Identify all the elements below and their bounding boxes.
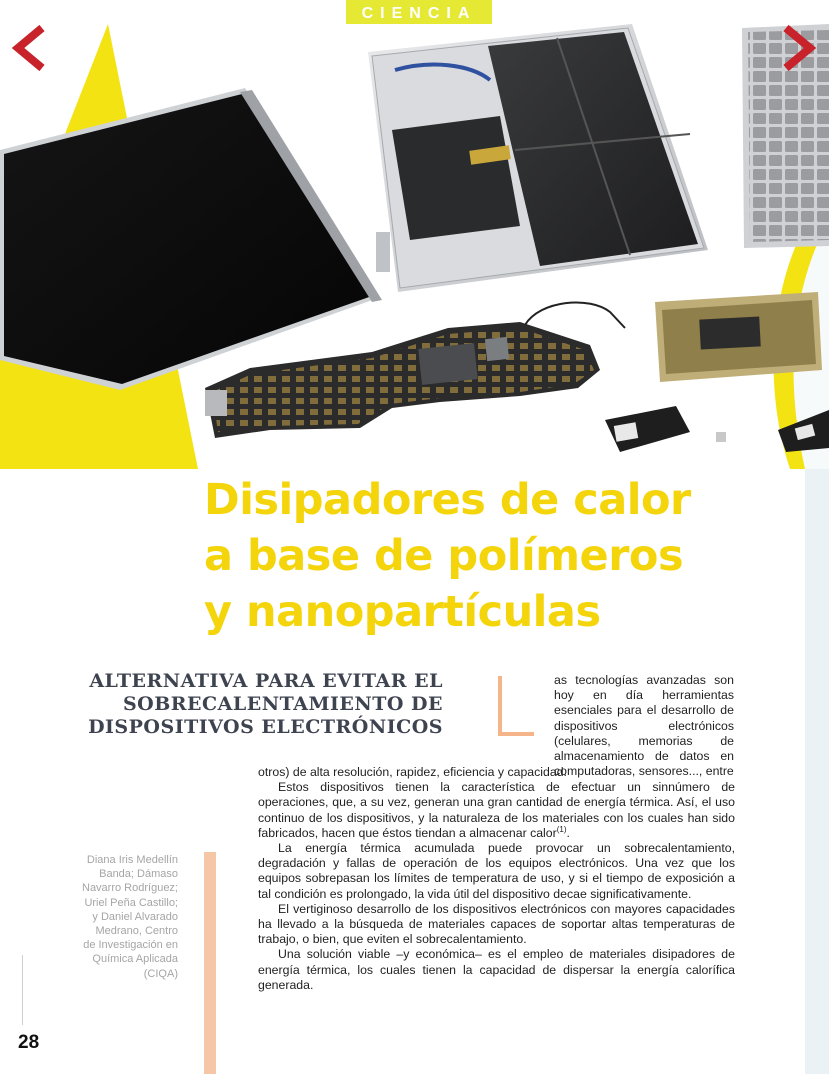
subtitle-line-3: DISPOSITIVOS ELECTRÓNICOS (88, 716, 443, 738)
laptop-screen (0, 88, 382, 390)
title-line-1: Disipadores de calor (204, 475, 691, 525)
author-line: Navarro Rodríguez; (82, 882, 178, 895)
small-component (716, 432, 726, 442)
author-line: (CIQA) (143, 967, 178, 980)
title-line-2: a base de polímeros (204, 531, 684, 581)
page-number: 28 (18, 1032, 40, 1053)
author-line: de Investigación en (83, 939, 178, 952)
next-page-button[interactable] (780, 24, 820, 74)
paragraph-2: Estos dispositivos tienen la característica de efectuar un sinnúmero de operaciones, que, a su vez, generan una gran cantidad de energía térmica. Así, el uso continuo de los dispositivos, y la naturaleza de los materiales con los cuales han sido fabricados, hacen que éstos tiendan a almacenar calor$^{(1)}$. (258, 780, 735, 840)
motherboard (205, 322, 600, 438)
section-tab (346, 0, 492, 24)
paragraph-4: El vertiginoso desarrollo de los dispositivos electrónicos con mayores capacidades ha llevado a la búsqueda de materiales capaces de soportar altas temperaturas de trabajo, o bien, que eviten el sobrecalentamiento. (258, 901, 735, 947)
author-line: Medrano, Centro (95, 925, 178, 938)
title-line-3: y nanopartículas (204, 587, 601, 637)
chevron-left-icon (8, 24, 48, 74)
prev-page-button[interactable] (8, 24, 48, 74)
author-line: Diana Iris Medellín (86, 854, 178, 866)
hero-photo-laptop-teardown (0, 24, 829, 469)
laptop-chassis (368, 24, 708, 292)
article-subtitle (60, 670, 443, 739)
paragraph-3: La energía térmica acumulada puede provocar un sobrecalentamiento, degradación y fallas de operación de los equipos electrónicos. Una vez que los equipos sobrepasan los límites de temperatura de uso, y si el tiempo de exposición a tal condición es prolongado, la vida útil del dispositivo decae significativamente. (258, 841, 735, 901)
article-body (258, 765, 735, 993)
article-lead: as tecnologías avanzadas son hoy en día herramientas esenciales para el desarrollo de dispositivos electrónicos (celulares, memorias de almacenamiento de datos en computadoras, sensores..., entre (554, 673, 734, 779)
lead-continuation: otros) de alta resolución, rapidez, eficiencia y capacidad. (258, 765, 567, 779)
chevron-right-icon (780, 24, 820, 74)
author-line: y Daniel Alvarado (92, 910, 178, 923)
reference-marker: (1) (556, 824, 567, 834)
subtitle-line-1: ALTERNATIVA PARA EVITAR EL (89, 670, 443, 692)
authors-credit (70, 853, 178, 981)
page-divider (22, 955, 23, 1025)
author-line: Química Aplicada (92, 953, 178, 966)
drop-cap (496, 676, 536, 738)
trackpad-board (655, 292, 822, 382)
accent-bar (204, 852, 216, 1074)
paragraph-5: Una solución viable –y económica– es el empleo de materiales disipadores de energía térmica, los cuales tienen la capacidad de dispersar la energía calorífica generada. (258, 947, 735, 992)
page-background-right (805, 430, 829, 1074)
article-title (204, 472, 804, 640)
section-label: CIENCIA (361, 5, 477, 22)
subtitle-line-2: SOBRECALENTAMIENTO DE (122, 693, 443, 715)
speaker-left (605, 406, 690, 452)
author-line: Uriel Peña Castillo; (84, 896, 178, 909)
author-line: Banda; Dámaso (99, 868, 178, 881)
cable (525, 302, 625, 328)
